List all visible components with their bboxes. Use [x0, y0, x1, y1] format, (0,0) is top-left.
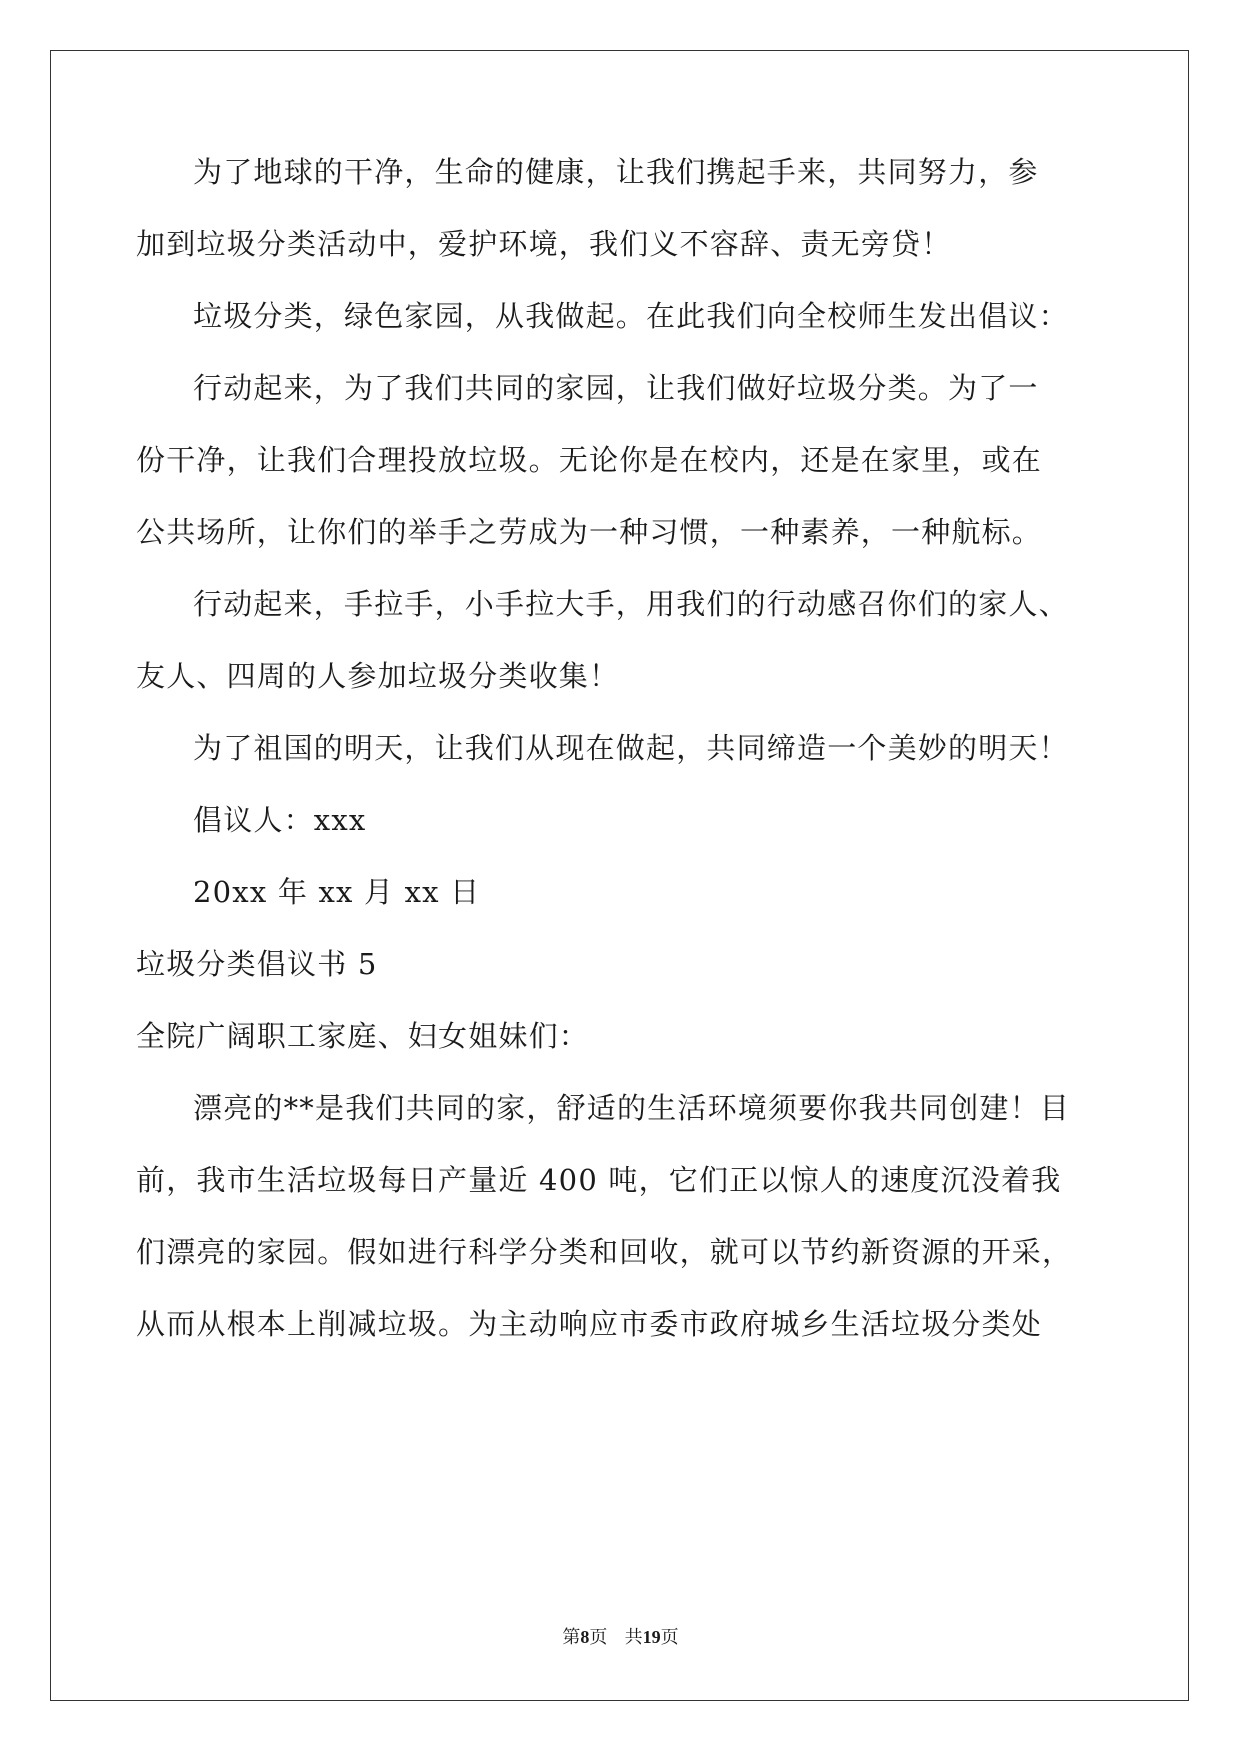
page-prefix: 第: [562, 1627, 581, 1648]
initiator-line: 倡议人：xxx: [193, 803, 367, 837]
paragraph-line: 份干净，让我们合理投放垃圾。无论你是在校内，还是在家里，或在: [136, 443, 1043, 477]
date-line: 20xx 年 xx 月 xx 日: [193, 875, 481, 909]
paragraph-line: 从而从根本上削减垃圾。为主动响应市委市政府城乡生活垃圾分类处: [136, 1307, 1043, 1341]
paragraph-line: 行动起来，手拉手，小手拉大手，用我们的行动感召你们的家人、: [193, 587, 1069, 621]
paragraph-line: 前，我市生活垃圾每日产量近 400 吨，它们正以惊人的速度沉没着我: [136, 1163, 1062, 1197]
paragraph-line: 漂亮的**是我们共同的家，舒适的生活环境须要你我共同创建！目: [193, 1091, 1071, 1125]
section-title: 垃圾分类倡议书 5: [136, 947, 378, 981]
salutation: 全院广阔职工家庭、妇女姐妹们：: [136, 1019, 590, 1053]
total-prefix: 共: [624, 1627, 643, 1648]
paragraph-line: 们漂亮的家园。假如进行科学分类和回收，就可以节约新资源的开采，: [136, 1235, 1073, 1269]
paragraph-line: 加到垃圾分类活动中，爱护环境，我们义不容辞、责无旁贷！: [136, 227, 952, 261]
paragraph-line: 公共场所，让你们的举手之劳成为一种习惯，一种素养，一种航标。: [136, 515, 1043, 549]
paragraph-line: 垃圾分类，绿色家园，从我做起。在此我们向全校师生发出倡议：: [193, 299, 1069, 333]
total-pages: 19: [642, 1627, 661, 1647]
paragraph-line: 友人、四周的人参加垃圾分类收集！: [136, 659, 620, 693]
page-suffix: 页: [589, 1627, 608, 1648]
page-number: 8: [580, 1627, 590, 1647]
paragraph-line: 为了祖国的明天，让我们从现在做起，共同缔造一个美妙的明天！: [193, 731, 1069, 765]
total-suffix: 页: [660, 1627, 679, 1648]
page-footer: [0, 1628, 1241, 1647]
paragraph-line: 为了地球的干净，生命的健康，让我们携起手来，共同努力，参: [193, 155, 1039, 189]
paragraph-line: 行动起来，为了我们共同的家园，让我们做好垃圾分类。为了一: [193, 371, 1039, 405]
